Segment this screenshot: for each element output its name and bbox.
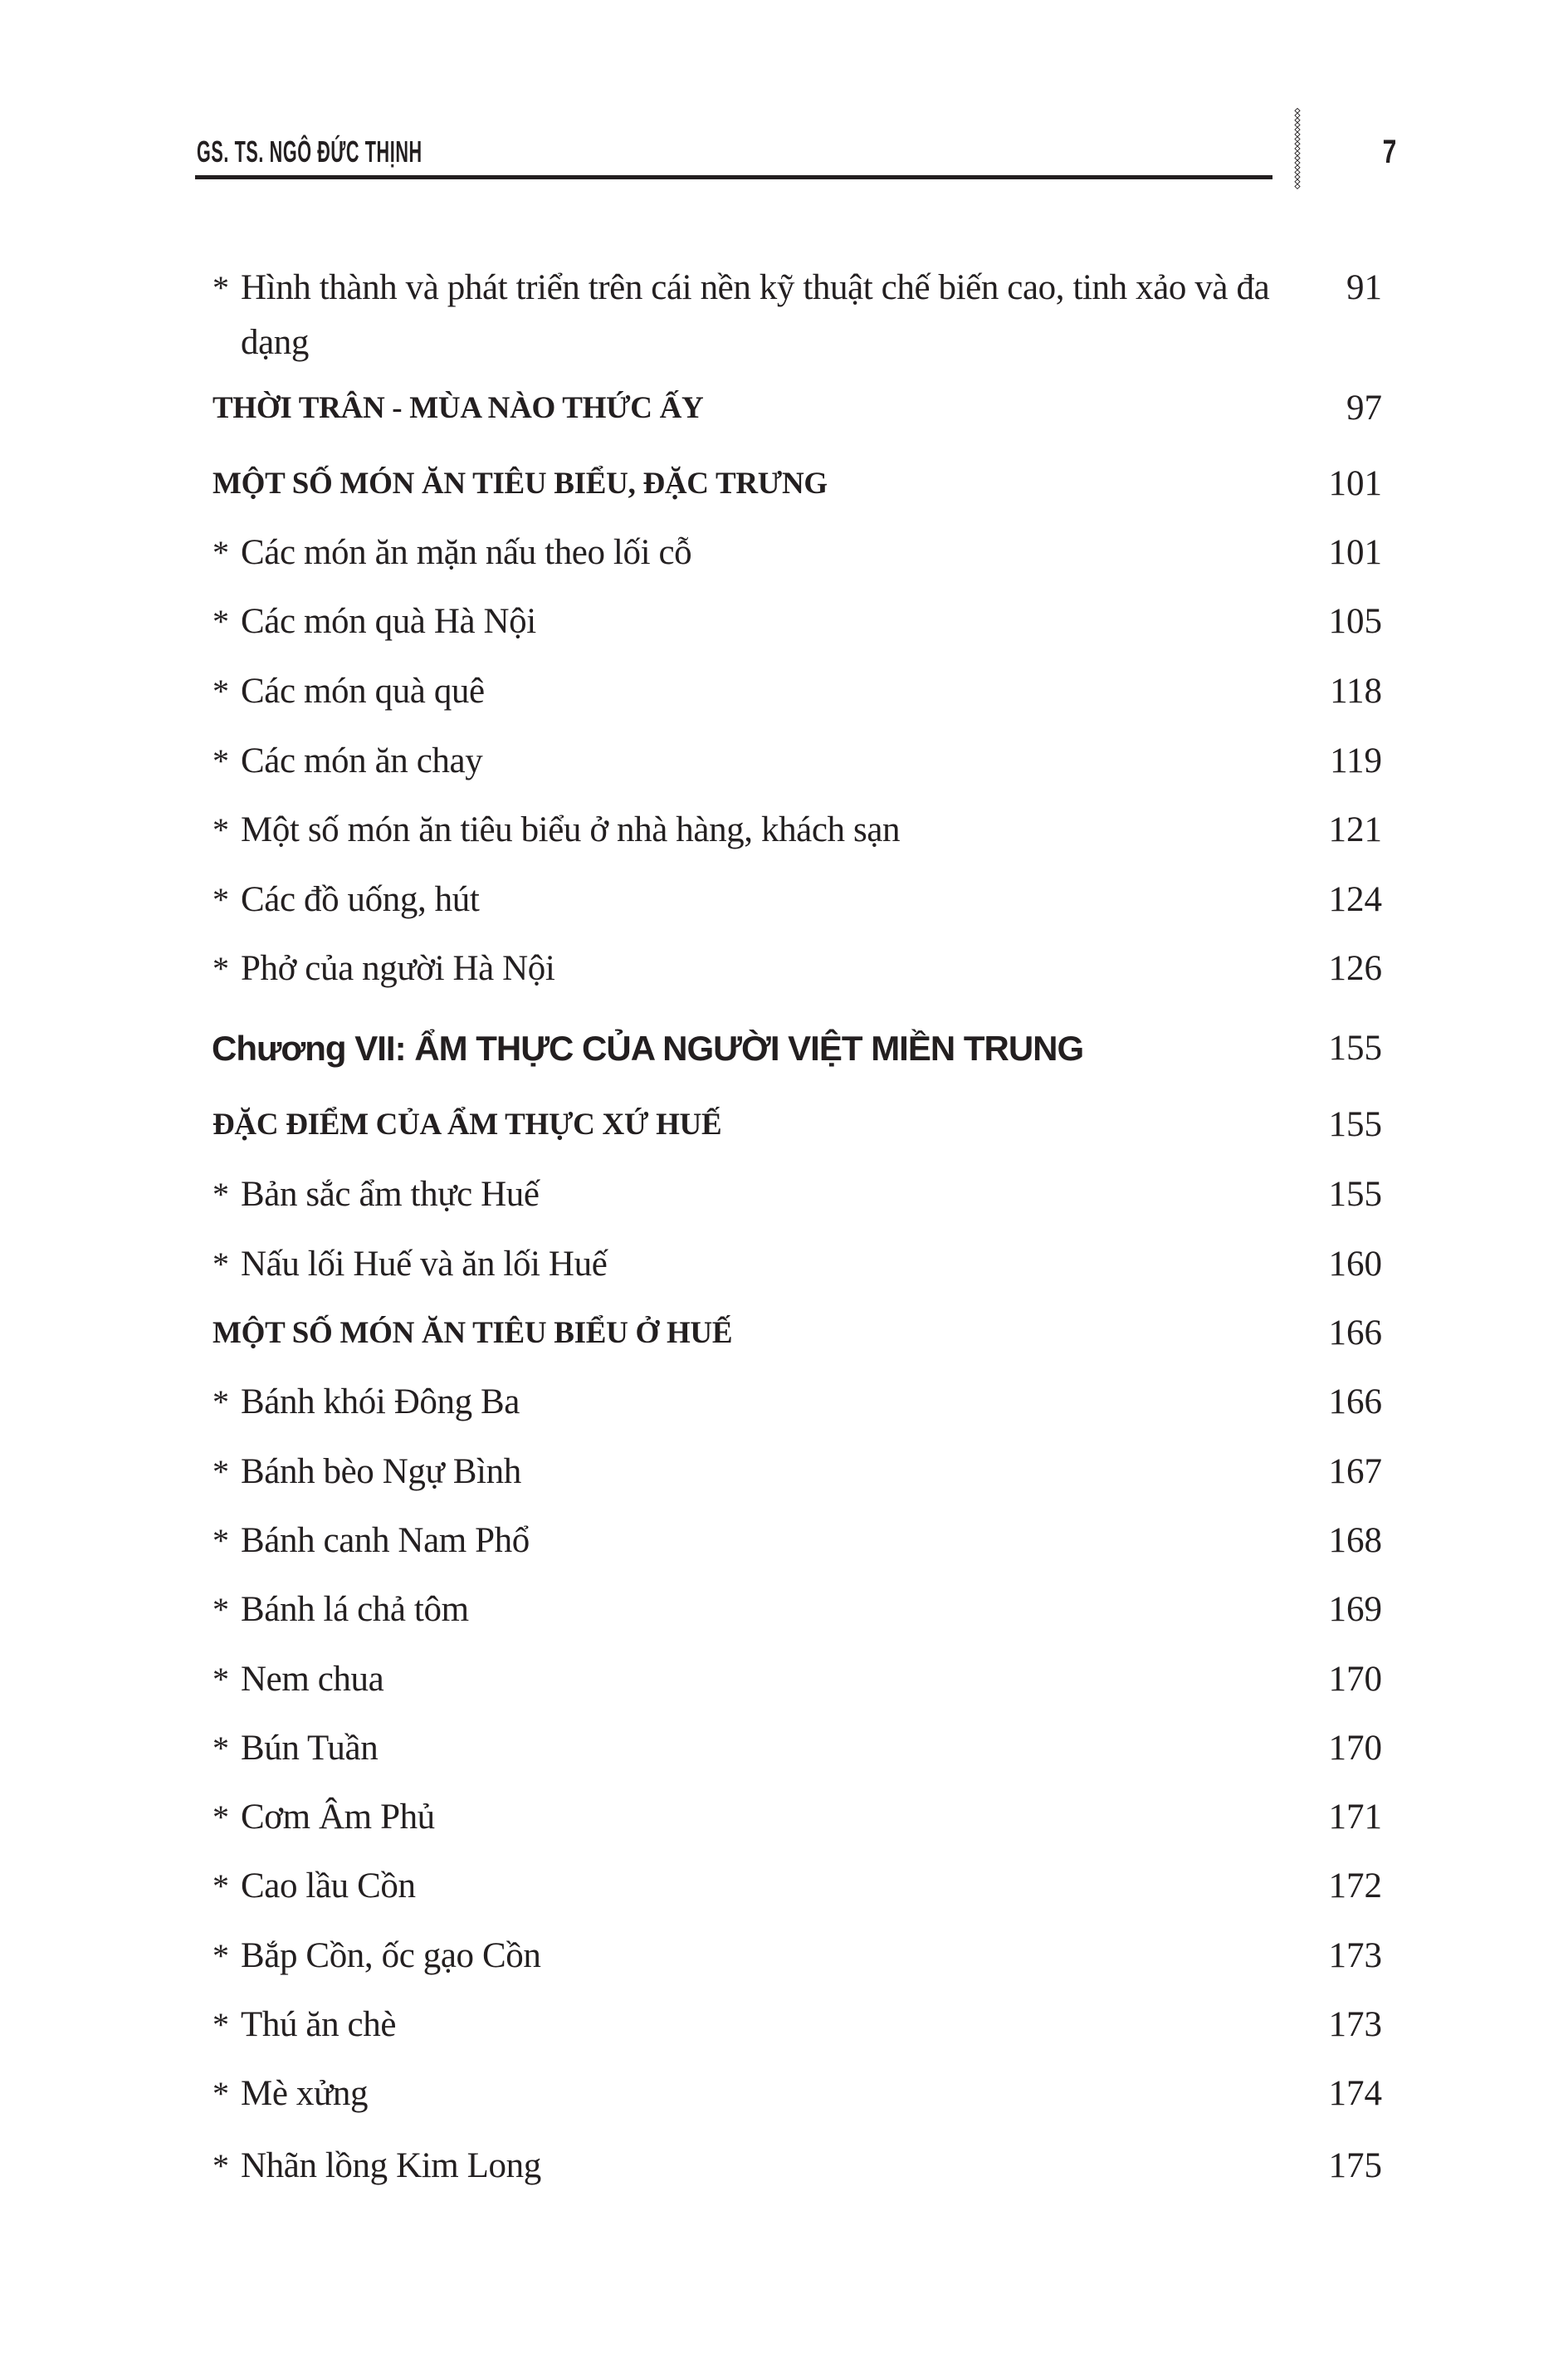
- toc-item: [0, 942, 1568, 996]
- toc-item: [0, 1929, 1568, 1984]
- toc-entry-title: THỜI TRÂN - MÙA NÀO THỨC ẤY: [212, 391, 704, 425]
- toc-item: [0, 1790, 1568, 1845]
- bullet-asterisk: *: [212, 1383, 229, 1421]
- toc-page-number: 166: [1328, 1313, 1382, 1353]
- bullet-asterisk: *: [212, 534, 229, 571]
- toc-chapter-heading: [0, 1021, 1568, 1076]
- running-head-author: GS. TS. NGÔ ĐỨC THỊNH: [197, 135, 423, 169]
- toc-entry-title: MỘT SỐ MÓN ĂN TIÊU BIỂU, ĐẶC TRƯNG: [212, 467, 828, 501]
- toc-page-number: 173: [1328, 1936, 1382, 1975]
- toc-page-number: 171: [1328, 1798, 1382, 1837]
- toc-page-number: 101: [1328, 464, 1382, 503]
- bullet-asterisk: *: [212, 1937, 229, 1974]
- toc-item: [0, 1652, 1568, 1707]
- toc-section-heading: [0, 381, 1568, 436]
- toc-item: [0, 803, 1568, 858]
- toc-entry-title: Cao lầu Cồn: [241, 1866, 416, 1905]
- toc-item: [0, 2067, 1568, 2121]
- toc-item: [0, 594, 1568, 649]
- toc-item: [0, 734, 1568, 789]
- bullet-asterisk: *: [212, 1661, 229, 1698]
- toc-page-number: 170: [1328, 1729, 1382, 1768]
- toc-entry-title: Bản sắc ẩm thực Huế: [241, 1175, 540, 1214]
- toc-entry-title: Nấu lối Huế và ăn lối Huế: [241, 1245, 608, 1284]
- bullet-asterisk: *: [212, 1591, 229, 1628]
- toc-page-number: 174: [1328, 2074, 1382, 2113]
- toc-item: [0, 1445, 1568, 1499]
- bullet-asterisk: *: [212, 742, 229, 780]
- toc-item: [0, 2139, 1568, 2194]
- bullet-asterisk: *: [212, 950, 229, 987]
- bullet-asterisk: *: [212, 2075, 229, 2112]
- toc-section-heading: [0, 1306, 1568, 1361]
- bullet-asterisk: *: [212, 603, 229, 640]
- toc-item: [0, 1514, 1568, 1568]
- bullet-asterisk: *: [212, 1453, 229, 1490]
- toc-item: [0, 526, 1568, 580]
- toc-entry-title: Bắp Cồn, ốc gạo Cồn: [241, 1936, 541, 1975]
- toc-page-number: 170: [1328, 1660, 1382, 1699]
- bullet-asterisk: *: [212, 2006, 229, 2043]
- toc-entry-title: Chương VII: ẨM THỰC CỦA NGƯỜI VIỆT MIỀN TRUNG: [212, 1029, 1084, 1068]
- toc-item: [0, 1375, 1568, 1430]
- bullet-asterisk: *: [212, 1176, 229, 1213]
- bullet-asterisk: *: [212, 1729, 229, 1767]
- toc-page-number: 101: [1328, 533, 1382, 572]
- toc-entry-title: Nhãn lồng Kim Long: [241, 2146, 541, 2185]
- page-number: 7: [1382, 134, 1396, 170]
- toc-entry-title: Bánh khói Đông Ba: [241, 1382, 520, 1421]
- toc-page-number: 166: [1328, 1382, 1382, 1421]
- toc-entry-title: Các đồ uống, hút: [241, 880, 480, 919]
- toc-entry-title: Các món quà quê: [241, 672, 485, 711]
- toc-item: [0, 1998, 1568, 2052]
- toc-page-number: 169: [1328, 1590, 1382, 1629]
- toc-page-number: 124: [1328, 880, 1382, 919]
- toc-page-number: 155: [1328, 1029, 1382, 1068]
- toc-entry-title: Các món ăn chay: [241, 741, 483, 780]
- toc-section-heading: [0, 1098, 1568, 1152]
- toc-item: [0, 1167, 1568, 1222]
- toc-entry-title: Bánh bèo Ngự Bình: [241, 1452, 521, 1491]
- toc-item: [0, 1721, 1568, 1776]
- toc-entry-title: Bún Tuần: [241, 1729, 379, 1768]
- toc-item: [0, 1583, 1568, 1637]
- toc-page-number: 175: [1328, 2146, 1382, 2185]
- toc-page-number: 97: [1346, 389, 1382, 428]
- toc-page-number: 126: [1328, 949, 1382, 988]
- toc-page-number: 155: [1328, 1175, 1382, 1214]
- toc-page-number: 167: [1328, 1452, 1382, 1491]
- bullet-asterisk: *: [212, 811, 229, 849]
- toc-entry-title: Các món ăn mặn nấu theo lối cỗ: [241, 533, 692, 572]
- toc-section-heading: [0, 457, 1568, 511]
- bullet-asterisk: *: [212, 2147, 229, 2184]
- toc-entry-title: Thú ăn chè: [241, 2005, 397, 2044]
- toc-page-number: 155: [1328, 1105, 1382, 1144]
- toc-page-number: 173: [1328, 2005, 1382, 2044]
- bullet-asterisk: *: [212, 1522, 229, 1559]
- toc-entry-title: Mè xửng: [241, 2074, 369, 2113]
- toc-entry-title: Hình thành và phát triển trên cái nền kỹ thuật chế biến cao, tinh xảo và đa dạng: [241, 268, 1270, 362]
- toc-item: [0, 261, 1568, 362]
- toc-entry-title: Phở của người Hà Nội: [241, 949, 555, 988]
- toc-entry-title: Một số món ăn tiêu biểu ở nhà hàng, khách sạn: [241, 810, 901, 849]
- toc-item: [0, 1859, 1568, 1914]
- toc-page-number: 160: [1328, 1245, 1382, 1284]
- toc-item: [0, 664, 1568, 719]
- toc-entry-title: Bánh canh Nam Phổ: [241, 1521, 530, 1560]
- toc-item: [0, 873, 1568, 927]
- toc-page-number: 119: [1330, 741, 1382, 780]
- toc-page-number: 172: [1328, 1866, 1382, 1905]
- toc-page-number: 121: [1328, 810, 1382, 849]
- toc-entry-title: Nem chua: [241, 1660, 384, 1699]
- toc-entry-title: Bánh lá chả tôm: [241, 1590, 469, 1629]
- toc-page-number: 91: [1346, 268, 1382, 307]
- toc-entry-title: ĐẶC ĐIỂM CỦA ẨM THỰC XỨ HUẾ: [212, 1108, 722, 1142]
- bullet-asterisk: *: [212, 881, 229, 918]
- toc-page-number: 105: [1328, 602, 1382, 641]
- toc-entry-title: Các món quà Hà Nội: [241, 602, 536, 641]
- toc-entry-title: MỘT SỐ MÓN ĂN TIÊU BIỂU Ở HUẾ: [212, 1316, 733, 1350]
- bullet-asterisk: *: [212, 269, 229, 306]
- bullet-asterisk: *: [212, 1867, 229, 1905]
- toc-item: [0, 1237, 1568, 1292]
- bullet-asterisk: *: [212, 1245, 229, 1283]
- bullet-asterisk: *: [212, 1798, 229, 1836]
- bullet-asterisk: *: [212, 673, 229, 710]
- toc-page-number: 118: [1330, 672, 1382, 711]
- toc-page-number: 168: [1328, 1521, 1382, 1560]
- toc-entry-title: Cơm Âm Phủ: [241, 1798, 435, 1837]
